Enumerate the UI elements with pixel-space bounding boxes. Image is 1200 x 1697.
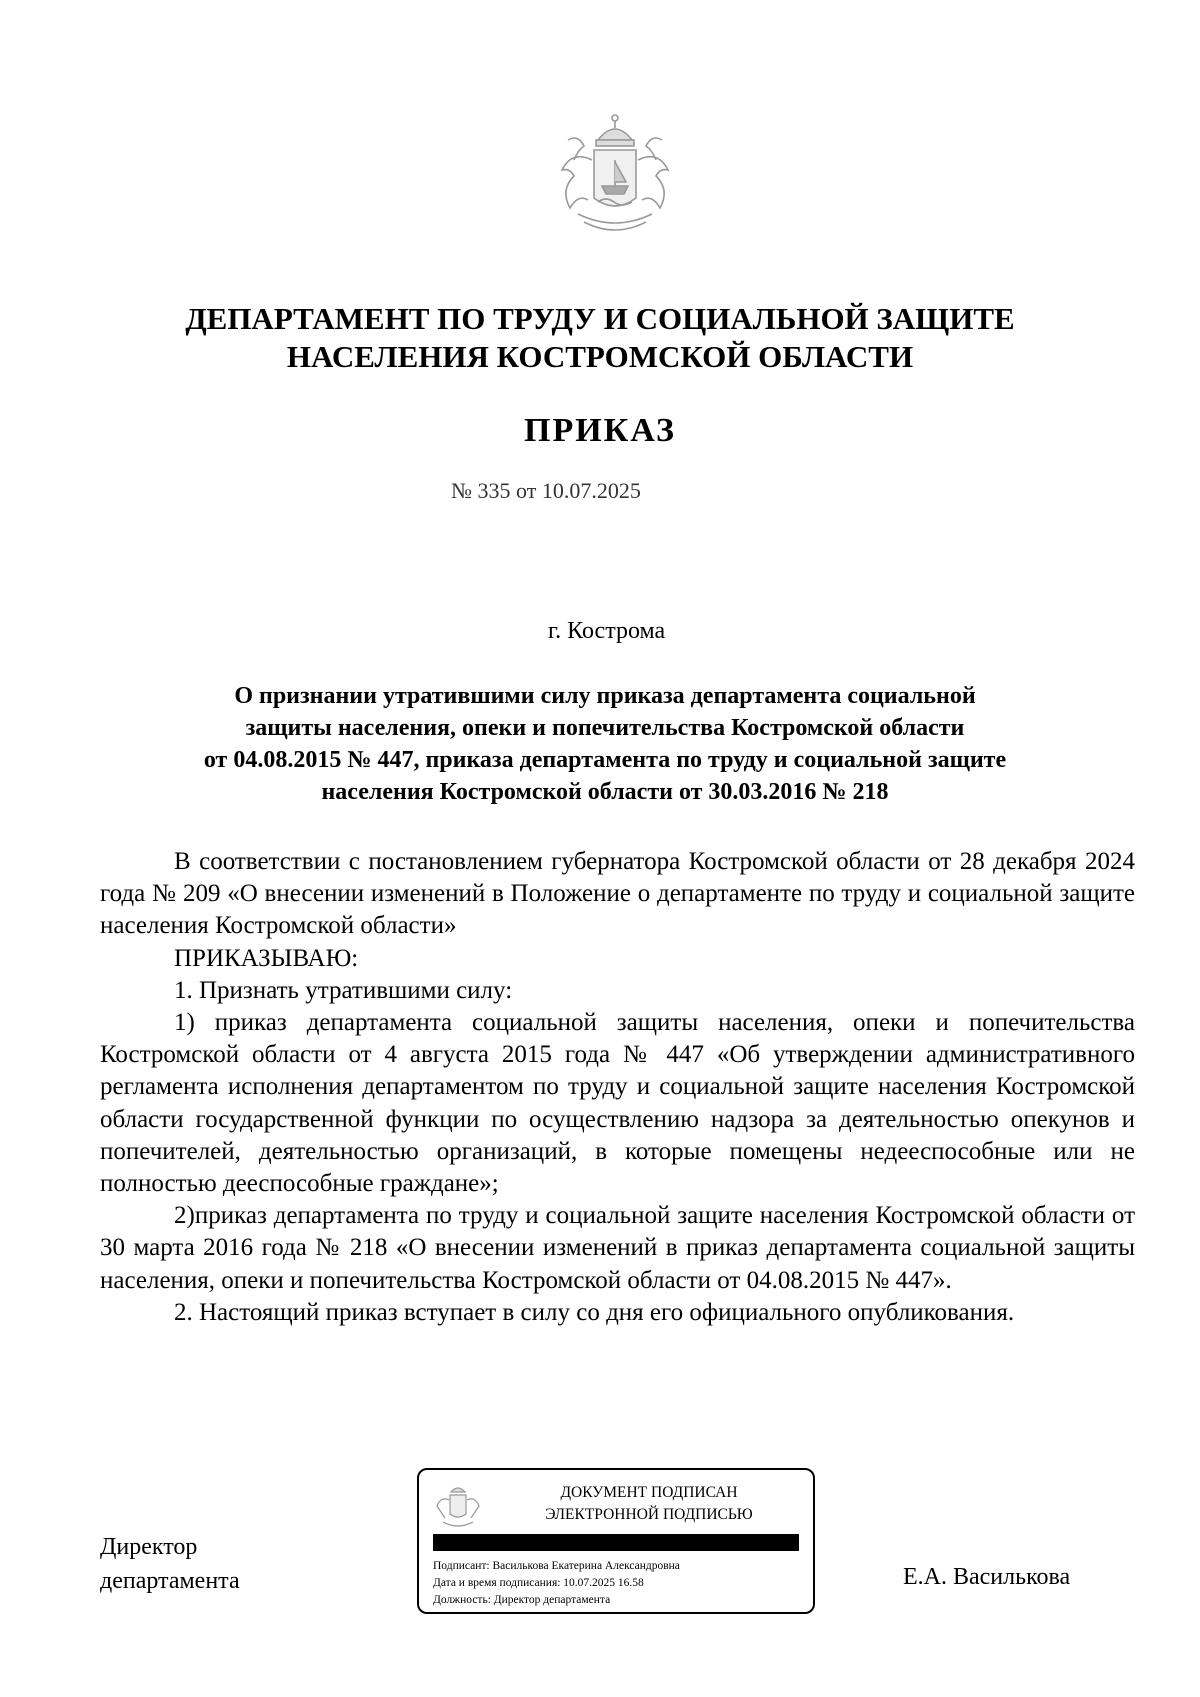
department-line-2: НАСЕЛЕНИЯ КОСТРОМСКОЙ ОБЛАСТИ bbox=[286, 339, 914, 374]
coat-of-arms-small-icon bbox=[433, 1482, 483, 1532]
subject-line-2: защиты населения, опеки и попечительства Костромской области bbox=[245, 715, 965, 741]
department-line-1: ДЕПАРТАМЕНТ ПО ТРУДУ И СОЦИАЛЬНОЙ ЗАЩИТЕ bbox=[185, 301, 1015, 336]
stamp-title-line-2: ЭЛЕКТРОННОЙ ПОДПИСЬЮ bbox=[545, 1506, 753, 1523]
certificate-redaction-bar bbox=[433, 1534, 799, 1551]
stamp-title-line-1: ДОКУМЕНТ ПОДПИСАН bbox=[560, 1484, 738, 1501]
item-1-subitem-1: 1) приказ департамента социальной защиты населения, опеки и попечительства Костромской области от 4 августа 2015 года № 447 «Об утверждении административного регламента исполнения департаментом по труду и социальной защите населения Костромской области государственной функции по осуществлению надзора за деятельностью опекунов и попечителей, деятельностью организаций, в которые помещены недееспособные или не полностью дееспособные граждане»; bbox=[100, 1009, 1135, 1198]
preamble-paragraph: В соответствии с постановлением губернатора Костромской области от 28 декабря 2024 года № 209 «О внесении изменений в Положение о департаменте по труду и социальной защите населения Костромской области» bbox=[100, 848, 1135, 940]
order-body bbox=[100, 846, 1135, 1329]
signer-position-line-1: Директор bbox=[100, 1534, 198, 1560]
subject-line-1: О признании утратившими силу приказа департамента социальной bbox=[234, 683, 976, 709]
subject-line-3: от 04.08.2015 № 447, приказа департамента по труду и социальной защите bbox=[203, 747, 1007, 773]
city: г. Кострома bbox=[548, 618, 666, 644]
stamp-emblem bbox=[433, 1482, 483, 1532]
coat-of-arms-icon bbox=[548, 110, 682, 240]
stamp-signer: Подписант: Василькова Екатерина Александровна bbox=[433, 1560, 680, 1572]
stamp-position: Должность: Директор департамента bbox=[433, 1594, 611, 1606]
coat-of-arms-emblem bbox=[548, 110, 682, 240]
department-name bbox=[80, 300, 1120, 376]
subject-line-4: населения Костромской области от 30.03.2016 № 218 bbox=[321, 779, 889, 805]
order-number-date: № 335 от 10.07.2025 bbox=[451, 478, 641, 503]
item-1: 1. Признать утратившими силу: bbox=[174, 976, 513, 1004]
electronic-signature-stamp bbox=[417, 1468, 815, 1614]
signer-name: Е.А. Василькова bbox=[903, 1564, 1071, 1590]
stamp-datetime: Дата и время подписания: 10.07.2025 16.58 bbox=[433, 1577, 644, 1589]
document-type: ПРИКАЗ bbox=[524, 412, 676, 449]
stamp-info bbox=[433, 1558, 680, 1609]
signer-position-line-2: департамента bbox=[100, 1568, 240, 1594]
order-subject bbox=[100, 680, 1110, 808]
item-1-subitem-2: 2)приказ департамента по труду и социальной защите населения Костромской области от 30 марта 2016 года № 218 «О внесении изменений в приказ департамента социальной защиты населения, опеки и попечительства Костромской области от 04.08.2015 № 447». bbox=[100, 1202, 1135, 1294]
stamp-title bbox=[499, 1482, 799, 1526]
signer-position bbox=[100, 1530, 240, 1598]
order-word: ПРИКАЗЫВАЮ: bbox=[174, 944, 359, 972]
item-2: 2. Настоящий приказ вступает в силу со дня его официального опубликования. bbox=[174, 1298, 1015, 1326]
